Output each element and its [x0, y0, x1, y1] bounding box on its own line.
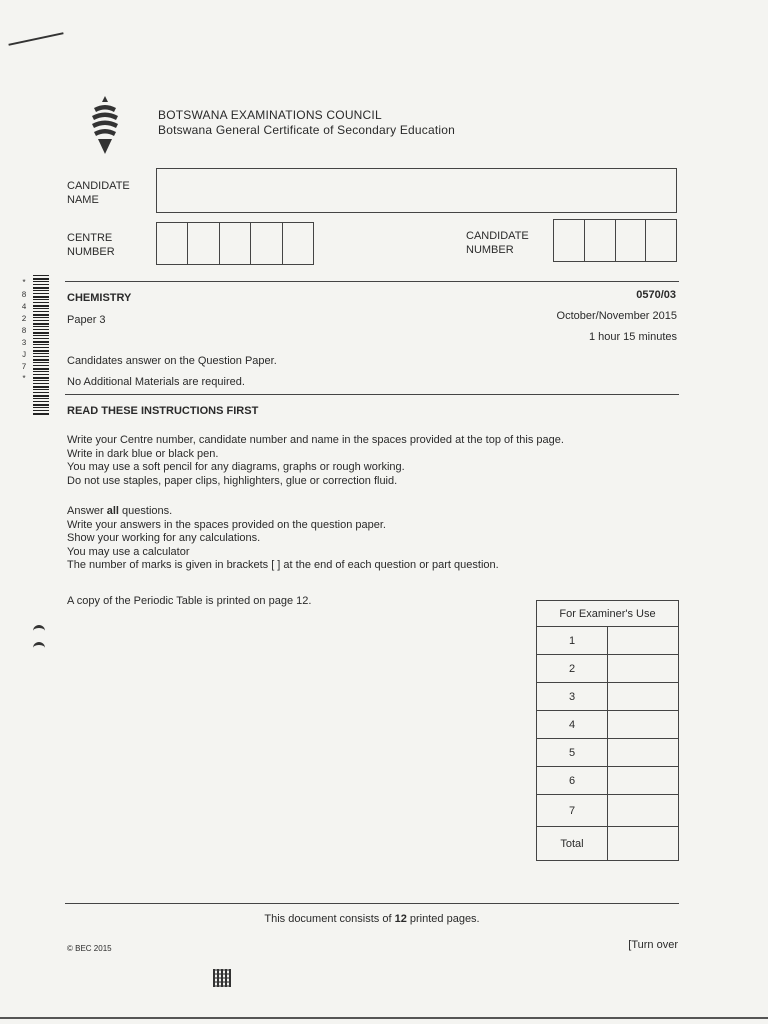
mark-cell[interactable] — [608, 795, 679, 827]
divider — [65, 394, 679, 395]
scan-mark — [33, 625, 45, 636]
paper-code: 0570/03 — [636, 289, 676, 301]
instruction-line: Answer all questions. — [67, 505, 173, 517]
periodic-table-note: A copy of the Periodic Table is printed on page 12. — [67, 595, 312, 607]
mark-cell[interactable] — [608, 655, 679, 683]
question-number: 4 — [537, 711, 608, 739]
paper-number: Paper 3 — [67, 314, 106, 326]
instruction-line: You may use a soft pencil for any diagrams, graphs or rough working. — [67, 461, 405, 474]
scan-mark — [8, 32, 63, 46]
divider — [65, 281, 679, 282]
question-number: 6 — [537, 767, 608, 795]
centre-number-label: CENTRE NUMBER — [67, 232, 115, 258]
bec-logo-icon — [88, 94, 122, 156]
barcode-digits: * 8 4 2 8 3 J 7 * — [21, 279, 27, 384]
subject: CHEMISTRY — [67, 292, 132, 304]
total-cell[interactable] — [608, 827, 679, 861]
certificate-name: Botswana General Certificate of Secondary Education — [158, 123, 456, 137]
instruction-line: Write your answers in the spaces provided on the question paper. — [67, 518, 386, 531]
candidate-name-label: CANDIDATE NAME — [67, 180, 130, 206]
answer-on-paper-note: Candidates answer on the Question Paper. — [67, 355, 277, 367]
instruction-line: Do not use staples, paper clips, highlighters, glue or correction fluid. — [67, 474, 398, 487]
page-edge — [0, 1017, 768, 1019]
instruction-line: Show your working for any calculations. — [67, 532, 261, 545]
instruction-line: You may use a calculator — [67, 545, 190, 558]
exam-duration: 1 hour 15 minutes — [588, 331, 677, 343]
question-number: 5 — [537, 739, 608, 767]
instructions-heading: READ THESE INSTRUCTIONS FIRST — [67, 405, 259, 417]
question-number: 2 — [537, 655, 608, 683]
instruction-line: Write your Centre number, candidate number and name in the spaces provided at the top of this page. — [67, 434, 564, 446]
instruction-line: The number of marks is given in brackets [ ] at the end of each question or part question. — [67, 559, 499, 572]
copyright: © BEC 2015 — [67, 944, 112, 953]
question-number: 1 — [537, 627, 608, 655]
footer-divider — [65, 903, 679, 904]
total-label: Total — [537, 827, 608, 861]
candidate-number-label: CANDIDATE NUMBER — [466, 230, 529, 256]
mark-cell[interactable] — [608, 683, 679, 711]
instructions-block-2 — [67, 505, 499, 573]
turn-over: [Turn over — [628, 939, 678, 951]
candidate-name-field[interactable] — [156, 168, 677, 213]
mark-cell[interactable] — [608, 767, 679, 795]
page-count-note: This document consists of 12 printed pages. — [264, 913, 480, 925]
qr-code-icon — [213, 969, 231, 987]
candidate-number-field[interactable] — [553, 219, 677, 262]
examiners-use-title: For Examiner's Use — [537, 601, 679, 627]
question-number: 3 — [537, 683, 608, 711]
mark-cell[interactable] — [608, 627, 679, 655]
examiners-use-table — [536, 600, 679, 861]
centre-number-field[interactable] — [156, 222, 314, 265]
scan-mark — [33, 642, 45, 653]
council-name: BOTSWANA EXAMINATIONS COUNCIL — [158, 108, 382, 122]
question-number: 7 — [537, 795, 608, 827]
mark-cell[interactable] — [608, 711, 679, 739]
instruction-line: Write in dark blue or black pen. — [67, 447, 219, 460]
mark-cell[interactable] — [608, 739, 679, 767]
exam-session: October/November 2015 — [556, 310, 677, 322]
instructions-block-1 — [67, 434, 564, 488]
materials-note: No Additional Materials are required. — [67, 376, 245, 388]
barcode-icon — [33, 275, 49, 415]
